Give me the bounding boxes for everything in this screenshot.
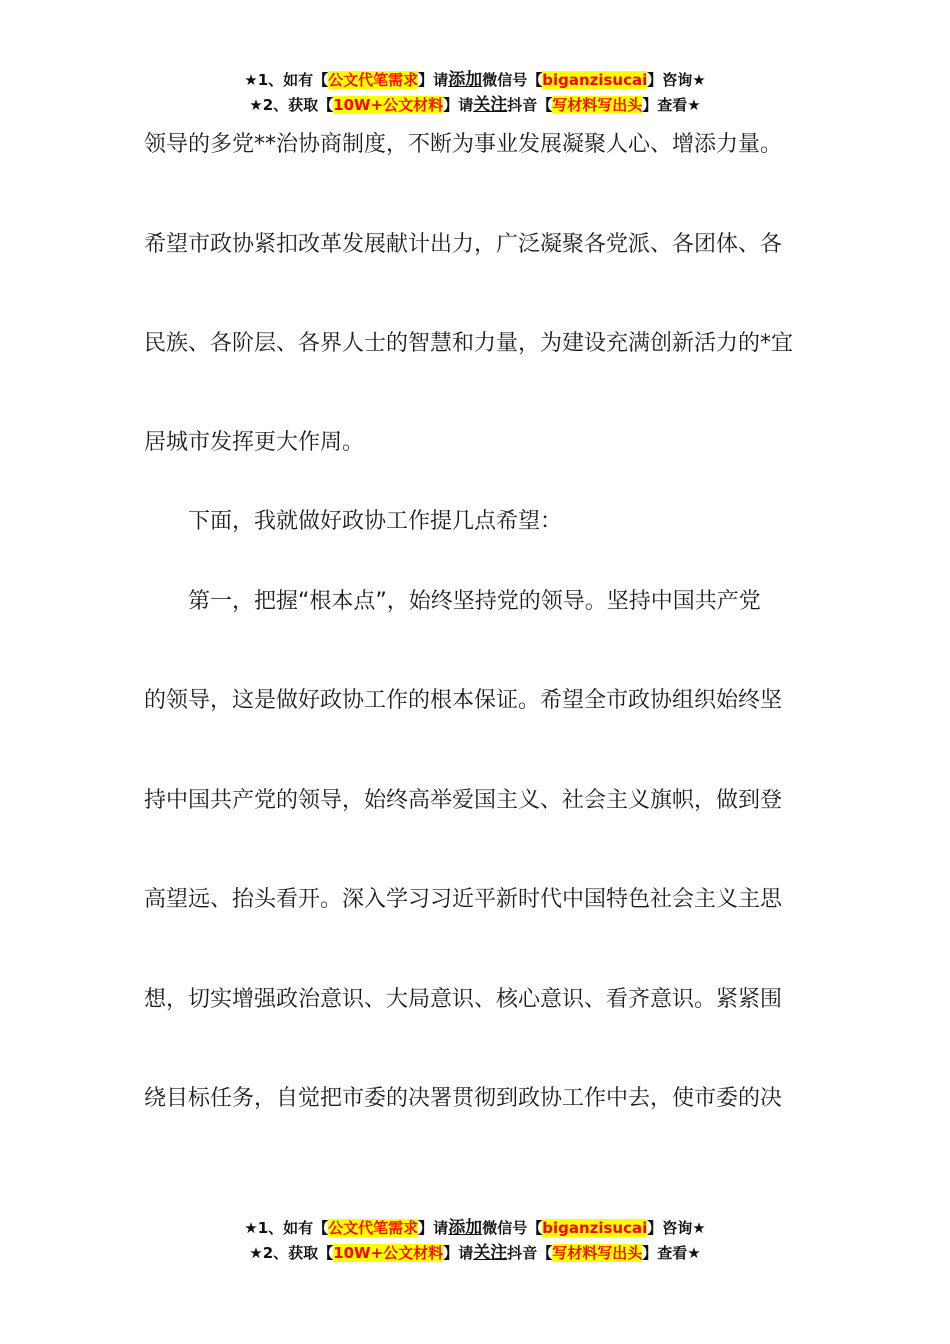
promo-emphasis-add: 添加 [448, 70, 483, 90]
promo-emphasis-add: 添加 [448, 1218, 483, 1238]
promo-text: 】请 [418, 1219, 449, 1237]
promo-text: 微信号【 [482, 71, 543, 89]
footer-promo-line-1 [0, 1216, 950, 1241]
promo-text: 】咨询★ [647, 71, 706, 89]
promo-text: 】请 [443, 1244, 474, 1262]
promo-douyin-account: 写材料写出头 [552, 1244, 643, 1262]
promo-emphasis-follow: 关注 [473, 1243, 508, 1263]
promo-highlight-materials: 10W+公文材料 [333, 1244, 444, 1262]
promo-text: ★2、获取【 [249, 96, 334, 114]
promo-text: ★2、获取【 [249, 1244, 334, 1262]
body-line: 希望市政协紧扣改革发展献计出力，广泛凝聚各党派、各团体、各 [144, 232, 783, 257]
body-line: 高望远、抬头看开。深入学习习近平新时代中国特色社会主义主思 [144, 887, 783, 912]
promo-text: 】咨询★ [647, 1219, 706, 1237]
body-line: 居城市发挥更大作周。 [144, 430, 365, 455]
footer-promo [0, 1216, 950, 1266]
promo-text: 】请 [418, 71, 449, 89]
body-line: 领导的多党**治协商制度，不断为事业发展凝聚人心、增添力量。 [144, 132, 783, 157]
promo-text: ★1、如有【 [244, 1219, 329, 1237]
promo-highlight-service: 公文代笔需求 [328, 1219, 419, 1237]
promo-text: 抖音【 [507, 96, 553, 114]
body-line: 持中国共产党的领导，始终高举爱国主义、社会主义旗帜，做到登 [144, 788, 783, 813]
promo-wechat-id: biganzisucai [542, 1219, 648, 1237]
footer-promo-line-2 [0, 1241, 950, 1266]
body-line: 想，切实增强政治意识、大局意识、核心意识、看齐意识。紧紧围 [144, 987, 783, 1012]
promo-emphasis-follow: 关注 [473, 95, 508, 115]
body-line: 第一，把握“根本点”，始终坚持党的领导。坚持中国共产党 [188, 589, 761, 614]
body-line: 下面，我就做好政协工作提几点希望： [188, 509, 563, 534]
promo-text: ★1、如有【 [244, 71, 329, 89]
promo-douyin-account: 写材料写出头 [552, 96, 643, 114]
body-line: 的领导，这是做好政协工作的根本保证。希望全市政协组织始终坚 [144, 688, 783, 713]
promo-text: 】查看★ [642, 1244, 701, 1262]
body-line: 民族、各阶层、各界人士的智慧和力量，为建设充满创新活力的*宜 [144, 331, 794, 356]
promo-text: 】查看★ [642, 96, 701, 114]
promo-wechat-id: biganzisucai [542, 71, 648, 89]
body-line: 绕目标任务，自觉把市委的决署贯彻到政协工作中去，使市委的决 [144, 1086, 783, 1111]
promo-text: 微信号【 [482, 1219, 543, 1237]
promo-text: 抖音【 [507, 1244, 553, 1262]
promo-text: 】请 [443, 96, 474, 114]
promo-highlight-materials: 10W+公文材料 [333, 96, 444, 114]
promo-highlight-service: 公文代笔需求 [328, 71, 419, 89]
